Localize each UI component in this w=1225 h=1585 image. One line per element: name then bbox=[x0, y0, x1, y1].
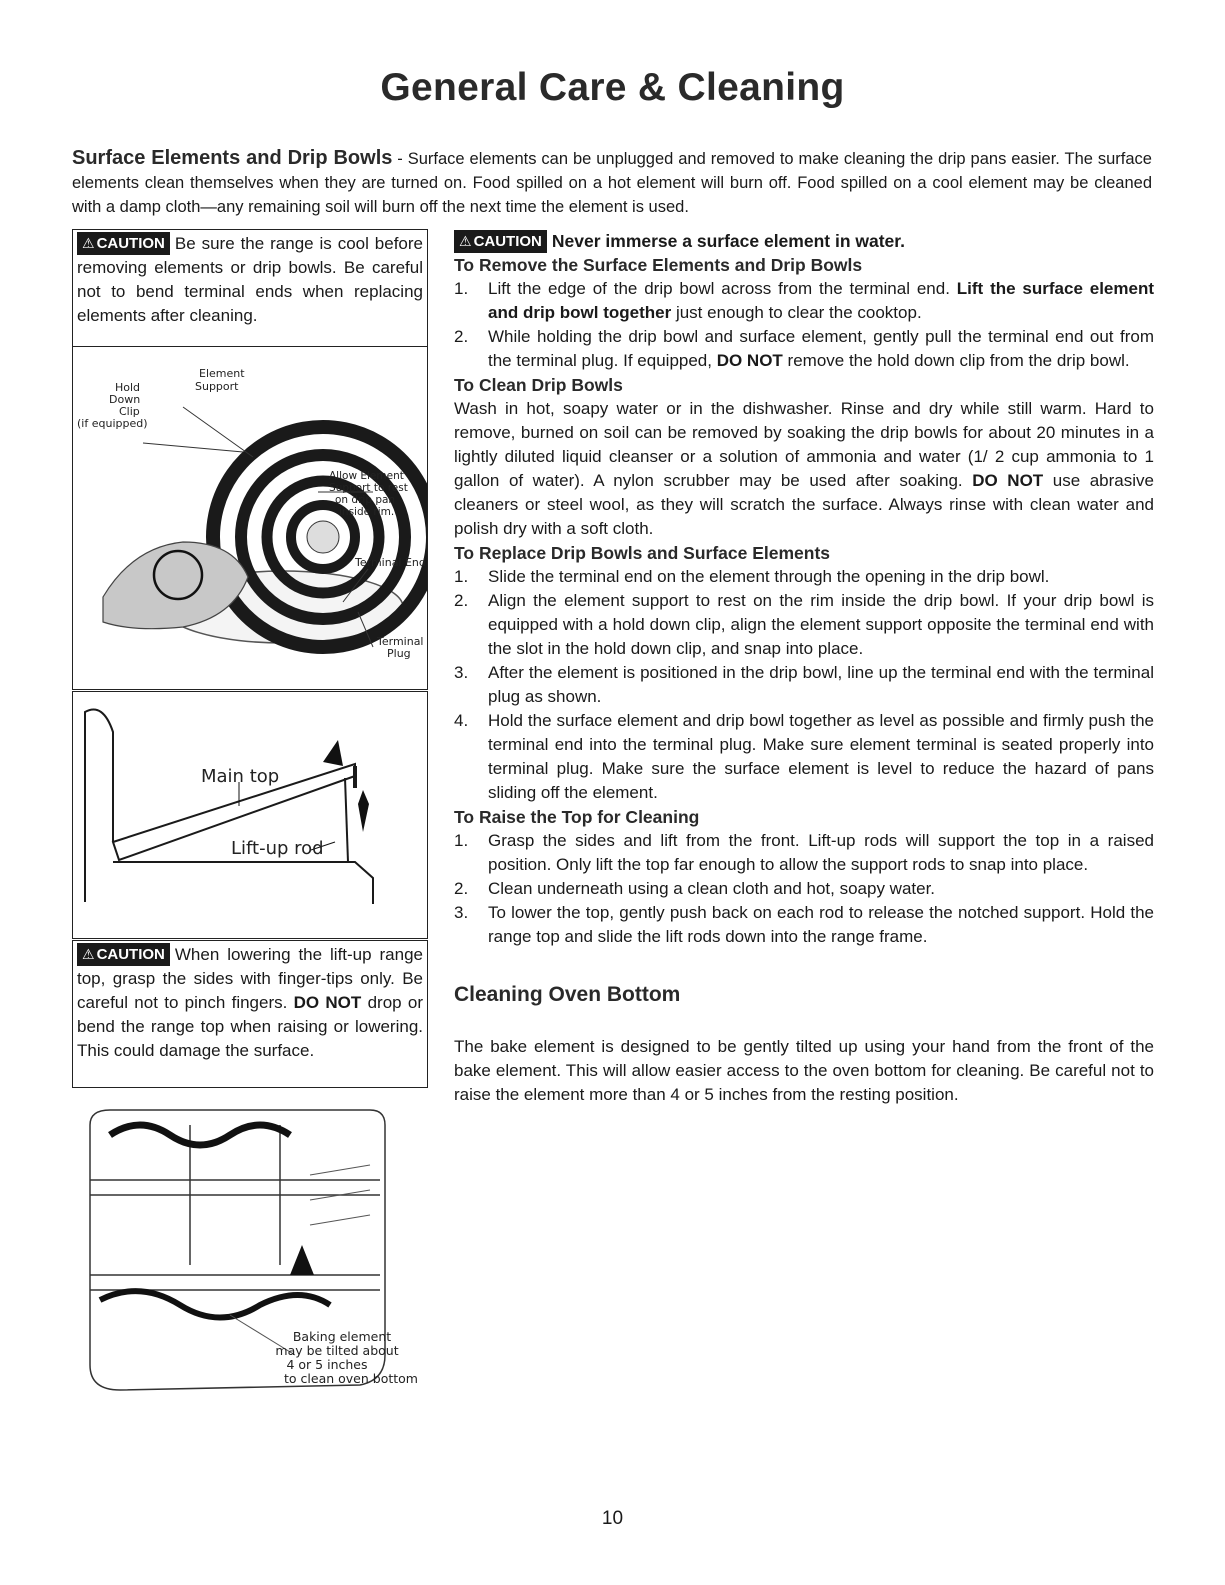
replace-step bbox=[454, 709, 1154, 805]
oven-paragraph: The bake element is designed to be gently tilted up using your hand from the front of the bake element. This will allow easier access to the oven bottom for cleaning. Be careful not to raise the element more than 4 or 5 inches from the resting position. bbox=[454, 1037, 1154, 1104]
warning-icon: ⚠ bbox=[82, 946, 95, 962]
caution-badge bbox=[77, 943, 170, 966]
step-text: just enough to clear the cooktop. bbox=[671, 303, 922, 322]
hold-label-3: Clip bbox=[119, 405, 140, 418]
rod-arrow bbox=[358, 790, 369, 804]
step-text: Lift the edge of the drip bowl across from the terminal end. bbox=[488, 279, 957, 298]
remove-steps bbox=[454, 277, 1154, 373]
step-number: 2. bbox=[454, 327, 469, 346]
step-number: 4. bbox=[454, 711, 469, 730]
warning-icon: ⚠ bbox=[459, 233, 472, 249]
clean-heading: To Clean Drip Bowls bbox=[454, 375, 623, 395]
remove-step bbox=[454, 325, 1154, 373]
raise-steps bbox=[454, 829, 1154, 949]
step-number: 2. bbox=[454, 879, 469, 898]
broil-element bbox=[110, 1125, 290, 1145]
allow-label-3: on drip pan bbox=[335, 494, 396, 506]
hold-label-4: (if equipped) bbox=[77, 417, 148, 430]
caution-badge bbox=[77, 232, 170, 255]
clean-paragraph bbox=[454, 397, 1154, 541]
figure-lift-top bbox=[72, 691, 428, 939]
remove-step bbox=[454, 277, 1154, 325]
figure-oven-bottom bbox=[80, 1105, 428, 1405]
oven-caption-4: to clean oven bottom bbox=[284, 1371, 418, 1386]
hold-label-2: Down bbox=[109, 393, 141, 406]
caution-box-cool bbox=[72, 229, 428, 347]
caution2-text-c: drop or bend the range top when raising or lowering. This could damage the surface. bbox=[77, 993, 423, 1060]
lift-up-rod-label: Lift-up rod bbox=[231, 838, 324, 859]
step-number: 2. bbox=[454, 591, 469, 610]
element-support-label-1: Element bbox=[199, 367, 245, 380]
warning-icon: ⚠ bbox=[82, 235, 95, 251]
step-text: Align the element support to rest on the rim inside the drip bowl. If your drip bowl is equipped with a hold down clip, align the element support opposite the terminal end with the slot in the hold down clip, and snap into place. bbox=[488, 591, 1154, 658]
caution2-text-b: DO NOT bbox=[293, 993, 362, 1012]
lift-top-illustration bbox=[73, 692, 427, 938]
surface-element-illustration bbox=[73, 347, 427, 689]
step-number: 1. bbox=[454, 831, 469, 850]
oven-caption-1: Baking element bbox=[292, 1329, 392, 1344]
replace-heading: To Replace Drip Bowls and Surface Elements bbox=[454, 543, 831, 563]
step-text: Clean underneath using a clean cloth and hot, soapy water. bbox=[488, 879, 936, 898]
step-text: Grasp the sides and lift from the front. Lift-up rods will support the top in a raised position. Only lift the top far enough to allow the support rods to snap into place. bbox=[488, 831, 1154, 874]
step-text: remove the hold down clip from the drip bowl. bbox=[782, 351, 1130, 370]
caution-label: CAUTION bbox=[96, 946, 165, 963]
allow-label-2: Support to rest bbox=[329, 482, 408, 494]
oven-interior-illustration bbox=[80, 1105, 428, 1405]
oven-caption-3: 4 or 5 inches bbox=[286, 1357, 368, 1372]
allow-label-4: inside rim. bbox=[339, 506, 395, 518]
step-text: To lower the top, gently push back on each rod to release the notched support. Hold the range top and slide the lift rods down into the range frame. bbox=[488, 903, 1154, 946]
replace-step bbox=[454, 661, 1154, 709]
oven-heading: Cleaning Oven Bottom bbox=[454, 983, 681, 1006]
step-number: 3. bbox=[454, 663, 469, 682]
oven-caption-2: may be tilted about bbox=[275, 1343, 399, 1358]
replace-step bbox=[454, 565, 1154, 589]
terminal-end-label: Terminal End bbox=[355, 556, 426, 569]
raise-step bbox=[454, 829, 1154, 877]
caution-label: CAUTION bbox=[473, 233, 542, 250]
step-number: 1. bbox=[454, 279, 469, 298]
main-top-label: Main top bbox=[201, 766, 280, 787]
figure-surface-element bbox=[72, 346, 428, 690]
right-column bbox=[454, 229, 1154, 1107]
page-title: General Care & Cleaning bbox=[380, 66, 845, 109]
element-support-label-2: Support bbox=[195, 380, 239, 393]
step-number: 3. bbox=[454, 903, 469, 922]
step-text: While holding the drip bowl and surface element, gently pull the terminal end out from the terminal plug. If equipped, bbox=[488, 327, 1154, 370]
replace-step bbox=[454, 589, 1154, 661]
terminal-plug-label-1: Terminal bbox=[377, 635, 424, 648]
lift-arrow-up bbox=[323, 740, 343, 766]
raise-step bbox=[454, 901, 1154, 949]
caution-box-lift bbox=[72, 940, 428, 1088]
step-text-bold: Lift the surface element and drip bowl together bbox=[488, 279, 1155, 322]
bake-element bbox=[100, 1291, 330, 1317]
caution-line-immerse bbox=[454, 229, 1154, 253]
clean-text-bold: DO NOT bbox=[972, 471, 1044, 490]
allow-label-1: Allow Element bbox=[329, 470, 404, 482]
terminal-plug-label-2: Plug bbox=[387, 647, 411, 660]
remove-heading: To Remove the Surface Elements and Drip Bowls bbox=[454, 255, 863, 275]
step-text: After the element is positioned in the drip bowl, line up the terminal end with the terminal plug as shown. bbox=[488, 663, 1154, 706]
step-number: 1. bbox=[454, 567, 469, 586]
step-text: Slide the terminal end on the element through the opening in the drip bowl. bbox=[488, 567, 1050, 586]
clean-text: Wash in hot, soapy water or in the dishwasher. Rinse and dry while still warm. Hard to remove, burned on soil can be removed by soaking the drip bowls for about 20 minutes in a lightly diluted liquid cleanser or a solution of ammonia and water (1/ 2 cup ammonia to 1 gallon of water). A nylon scrubber may be used after soaking. bbox=[454, 399, 1154, 490]
raise-heading: To Raise the Top for Cleaning bbox=[454, 807, 700, 827]
page-number: 10 bbox=[601, 1508, 624, 1529]
clean-text: use abrasive cleaners or steel wool, as they will scratch the surface. Always rinse with clean water and polish dry with a soft cloth. bbox=[454, 471, 1154, 538]
caution-text: Be sure the range is cool before removing elements or drip bowls. Be careful not to bend terminal ends when replacing elements after cleaning. bbox=[77, 234, 423, 325]
caution-badge bbox=[454, 230, 547, 253]
intro-lead: Surface Elements and Drip Bowls bbox=[72, 147, 393, 169]
intro-text: - Surface elements can be unplugged and removed to make cleaning the drip pans easier. The surface elements clean themselves when they are turned on. Food spilled on a hot element will burn off. Food spilled on a cool element may be cleaned with a damp cloth—any remaining soil will burn off the next time the element is used. bbox=[72, 150, 1152, 216]
caution-label: CAUTION bbox=[96, 235, 165, 252]
tilt-arrow bbox=[290, 1245, 314, 1275]
step-text-bold: DO NOT bbox=[716, 351, 783, 370]
raise-step bbox=[454, 877, 1154, 901]
replace-steps bbox=[454, 565, 1154, 805]
intro-paragraph bbox=[72, 146, 1152, 219]
hold-label-1: Hold bbox=[115, 381, 141, 394]
step-text: Hold the surface element and drip bowl together as level as possible and firmly push the terminal end into the terminal plug. Make sure element terminal is seated properly into terminal plug. Make sure the surface element is level to reduce the hazard of pans sliding off the element. bbox=[488, 711, 1154, 802]
caution-immerse-text: Never immerse a surface element in water. bbox=[551, 231, 905, 251]
caution2-text-a: When lowering the lift-up range top, grasp the sides with finger-tips only. Be careful not to pinch fingers. bbox=[77, 945, 423, 1012]
